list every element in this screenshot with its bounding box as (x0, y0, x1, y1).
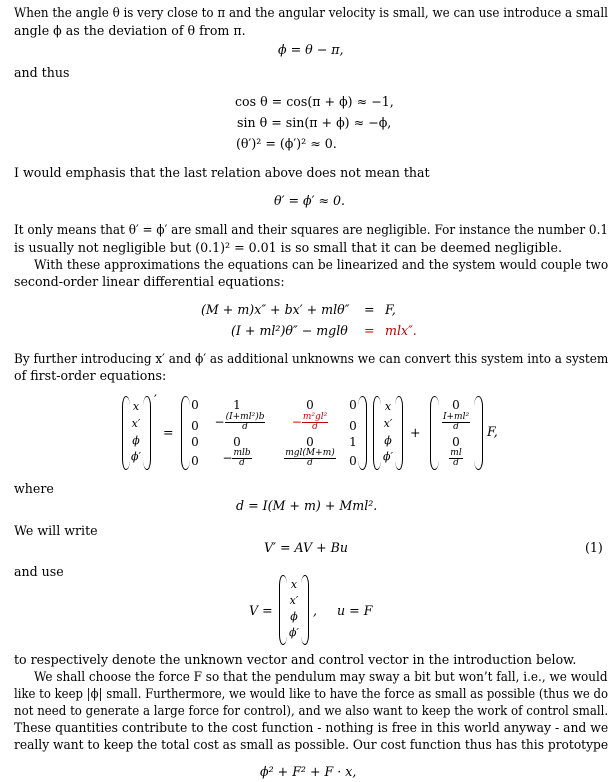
x-vec-phiprime: ϕ′ (383, 450, 393, 463)
lhs-vec-xprime: x′ (131, 417, 141, 430)
paragraph-6: to respectively denote the unknown vector and control vector in the introduction below. (14, 652, 577, 667)
a-11: 0 (191, 398, 199, 412)
paragraph-1-line-2: angle ϕ as the deviation of θ from π. (14, 23, 246, 38)
v-vec-xprime: x′ (289, 594, 299, 607)
paragraph-4-line-2: second-order linear differential equations: (14, 274, 285, 289)
text-and-thus: and thus (14, 65, 70, 80)
paragraph-7-line-3: not need to generate a large force for control), and we also want to keep the work of control small. (14, 703, 609, 718)
a-42-sign: − (222, 451, 233, 465)
a-33: 0 (306, 435, 314, 449)
paragraph-5-line-2: of first-order equations: (14, 368, 167, 383)
lhs-vec-phi: ϕ (132, 434, 140, 447)
b-4-den: d (453, 458, 459, 468)
lhs-prime: ′ (154, 392, 157, 407)
a-13: 0 (306, 398, 314, 412)
b-3: 0 (452, 435, 460, 449)
equation-sin: sin θ = sin(π + ϕ) ≈ −ϕ, (237, 115, 392, 130)
a-21: 0 (191, 419, 199, 433)
v-label: V = (249, 603, 273, 618)
equation-phi-definition: ϕ = θ − π, (278, 42, 344, 57)
a-43-num: mgl(M+m) (285, 448, 335, 458)
text-where: where (14, 481, 54, 496)
paragraph-7-line-5: really want to keep the total cost as small as possible. Our cost function thus has this prototype (14, 737, 609, 752)
b-2-den: d (453, 422, 459, 432)
a-14: 0 (349, 398, 357, 412)
system-eq-2-rhs: mlx″. (385, 323, 417, 338)
lhs-vec-phiprime: ϕ′ (131, 450, 141, 463)
system-eq-2-equals: = (364, 323, 375, 338)
x-vec-phi: ϕ (384, 434, 392, 447)
u-definition: , u = F (313, 603, 373, 618)
matrix-equals: = (163, 425, 174, 440)
paragraph-7-line-2: like to keep |ϕ| small. Furthermore, we would like to have the force as small as possible (thus we do (14, 686, 608, 701)
a-24: 0 (349, 419, 357, 433)
a-42-num: mlb (233, 448, 251, 458)
v-vector-right-paren (301, 575, 309, 645)
equation-state-space: V′ = AV + Bu (264, 540, 348, 555)
a-22-sign: − (214, 415, 225, 429)
a-41: 0 (191, 454, 199, 468)
paragraph-1-line-1: When the angle θ is very close to π and the angular velocity is small, we can use introduce a small (14, 5, 608, 20)
paragraph-3-line-2: is usually not negligible but (0.1)² = 0.01 is so small that it can be deemed negligible. (14, 240, 562, 255)
paragraph-2: I would emphasis that the last relation above does not mean that (14, 165, 430, 180)
a-32: 0 (233, 435, 241, 449)
equation-number: (1) (585, 540, 603, 555)
matrix-plus: + (410, 425, 421, 440)
paragraph-4-line-1: With these approximations the equations can be linearized and the system would couple two (34, 257, 609, 272)
a-42-den: d (239, 458, 245, 468)
b-4-num: ml (450, 448, 462, 458)
system-eq-1-equals: = (364, 302, 375, 317)
equation-squares: (θ′)² = (ϕ′)² ≈ 0. (236, 136, 337, 151)
equation-primes: θ′ = ϕ′ ≈ 0. (274, 193, 346, 208)
a-23-num: m²gl² (302, 412, 328, 422)
a-43-den: d (307, 458, 313, 468)
v-vec-phiprime: ϕ′ (289, 626, 299, 639)
paragraph-7-line-4: These quantities contribute to the cost function - nothing is free in this world anyway - and we (14, 720, 609, 735)
lhs-vec-x: x (132, 400, 140, 413)
b-1: 0 (452, 398, 460, 412)
system-eq-2-lhs: (I + ml²)θ″ − mglθ (231, 323, 348, 338)
b-vector-right-paren (474, 396, 483, 470)
equation-d: d = I(M + m) + Mml². (236, 498, 378, 513)
system-eq-1-rhs: F, (385, 302, 396, 317)
v-vec-x: x (290, 578, 298, 591)
equation-cost: ϕ² + F² + F · x, (260, 764, 357, 779)
a-23-sign: − (291, 415, 302, 429)
text-and-use: and use (14, 564, 64, 579)
paragraph-3-line-1: It only means that θ′ = ϕ′ are small and their squares are negligible. For instance the number 0.1 (14, 222, 609, 237)
a-22-den: d (242, 422, 248, 432)
v-vec-phi: ϕ (290, 610, 298, 623)
paragraph-7-line-1: We shall choose the force F so that the pendulum may sway a bit but won’t fall, i.e., we would (34, 669, 608, 684)
x-vec-x: x (384, 400, 392, 413)
a-42 (202, 449, 272, 468)
a-23-den: d (312, 422, 318, 432)
x-vec-xprime: x′ (383, 417, 393, 430)
matrix-force: F, (487, 424, 498, 439)
a-22-num: (I+ml²)b (225, 412, 265, 422)
a-12: 1 (233, 398, 241, 412)
lhs-vector-right-paren (143, 396, 151, 470)
paragraph-5-line-1: By further introducing x′ and ϕ′ as additional unknowns we can convert this system into a system (14, 351, 609, 366)
a-22 (200, 413, 280, 432)
b-2-num: I+ml² (442, 412, 470, 422)
equation-cos: cos θ = cos(π + ϕ) ≈ −1, (235, 94, 394, 109)
text-we-will-write: We will write (14, 523, 98, 538)
x-vector-right-paren (395, 396, 403, 470)
a-34: 1 (349, 435, 357, 449)
a-31: 0 (191, 435, 199, 449)
system-eq-1-lhs: (M + m)x″ + bx′ + mlθ″ (201, 302, 350, 317)
a-44: 0 (349, 454, 357, 468)
